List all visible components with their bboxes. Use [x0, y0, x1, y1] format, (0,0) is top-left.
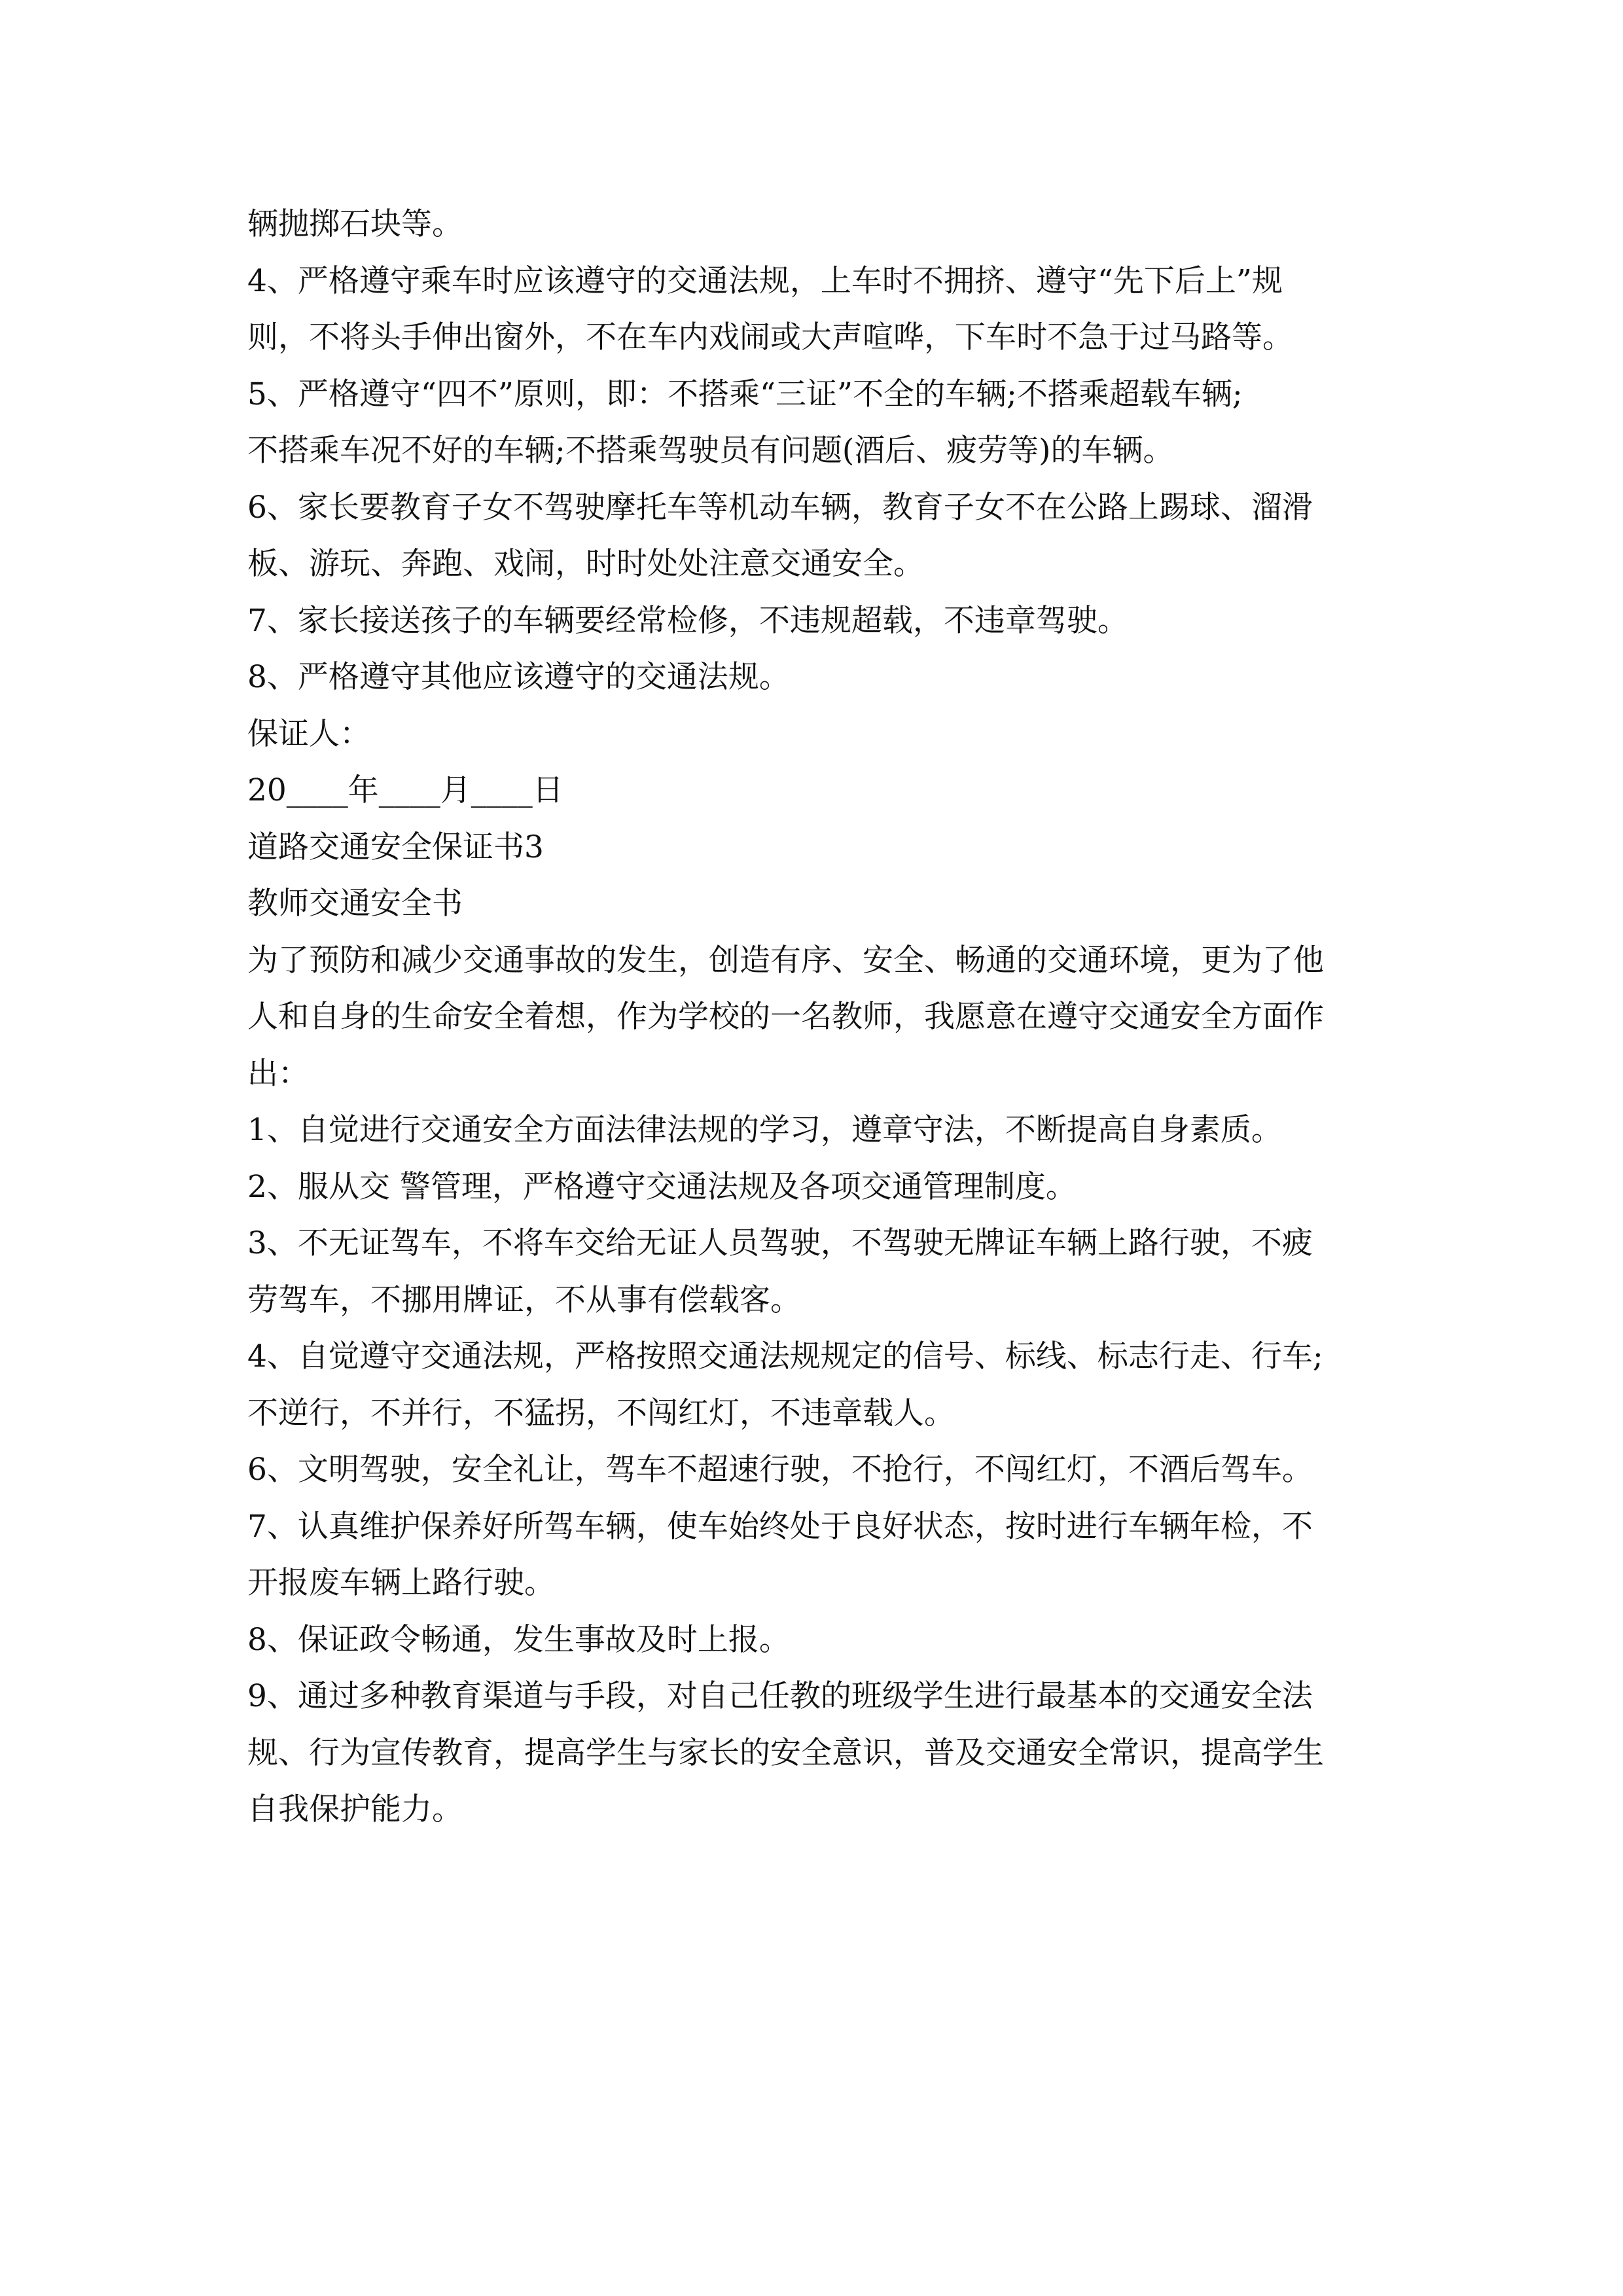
text-line: 6、家长要教育子女不驾驶摩托车等机动车辆，教育子女不在公路上踢球、溜滑: [247, 489, 1313, 526]
text-line: 9、通过多种教育渠道与手段，对自己任教的班级学生进行最基本的交通安全法: [247, 1678, 1313, 1714]
text-line: 自我保护能力。: [247, 1791, 463, 1827]
section-title: 道路交通安全保证书3: [247, 829, 544, 865]
date-line: 20____年____月____日: [247, 772, 563, 808]
text-line: 开报废车辆上路行驶。: [247, 1565, 555, 1601]
text-line: 劳驾车，不挪用牌证，不从事有偿载客。: [247, 1282, 801, 1318]
text-line: 4、自觉遵守交通法规，严格按照交通法规规定的信号、标线、标志行走、行车;: [247, 1338, 1323, 1374]
text-line: 不搭乘车况不好的车辆;不搭乘驾驶员有问题(酒后、疲劳等)的车辆。: [247, 433, 1174, 469]
text-line: 不逆行，不并行，不猛拐，不闯红灯，不违章载人。: [247, 1395, 955, 1431]
text-line: 出：: [247, 1055, 309, 1092]
text-line: 则，不将头手伸出窗外，不在车内戏闹或大声喧哗，下车时不急于过马路等。: [247, 319, 1293, 355]
text-line: 8、严格遵守其他应该遵守的交通法规。: [247, 659, 790, 695]
section-subtitle: 教师交通安全书: [247, 886, 463, 922]
text-line: 3、不无证驾车，不将车交给无证人员驾驶，不驾驶无牌证车辆上路行驶，不疲: [247, 1225, 1313, 1261]
text-line: 规、行为宣传教育，提高学生与家长的安全意识，普及交通安全常识，提高学生: [247, 1734, 1324, 1771]
text-line: 为了预防和减少交通事故的发生，创造有序、安全、畅通的交通环境，更为了他: [247, 942, 1324, 978]
text-line: 5、严格遵守“四不”原则，即：不搭乘“三证”不全的车辆;不搭乘超载车辆;: [247, 376, 1243, 412]
guarantor-label: 保证人：: [247, 715, 370, 752]
text-line: 2、服从交 警管理，严格遵守交通法规及各项交通管理制度。: [247, 1168, 1077, 1205]
text-line: 8、保证政令畅通，发生事故及时上报。: [247, 1621, 790, 1658]
document-body: [247, 196, 1406, 1839]
text-line: 板、游玩、奔跑、戏闹，时时处处注意交通安全。: [247, 546, 924, 582]
text-line: 6、文明驾驶，安全礼让，驾车不超速行驶，不抢行，不闯红灯，不酒后驾车。: [247, 1452, 1313, 1488]
text-line: 1、自觉进行交通安全方面法律法规的学习，遵章守法，不断提高自身素质。: [247, 1112, 1282, 1148]
text-line: 4、严格遵守乘车时应该遵守的交通法规，上车时不拥挤、遵守“先下后上”规: [247, 262, 1283, 299]
text-line: 7、家长接送孩子的车辆要经常检修，不违规超载，不违章驾驶。: [247, 602, 1128, 639]
text-line: 人和自身的生命安全着想，作为学校的一名教师，我愿意在遵守交通安全方面作: [247, 999, 1324, 1035]
text-line: 辆抛掷石块等。: [247, 206, 463, 242]
text-line: 7、认真维护保养好所驾车辆，使车始终处于良好状态，按时进行车辆年检，不: [247, 1508, 1313, 1545]
